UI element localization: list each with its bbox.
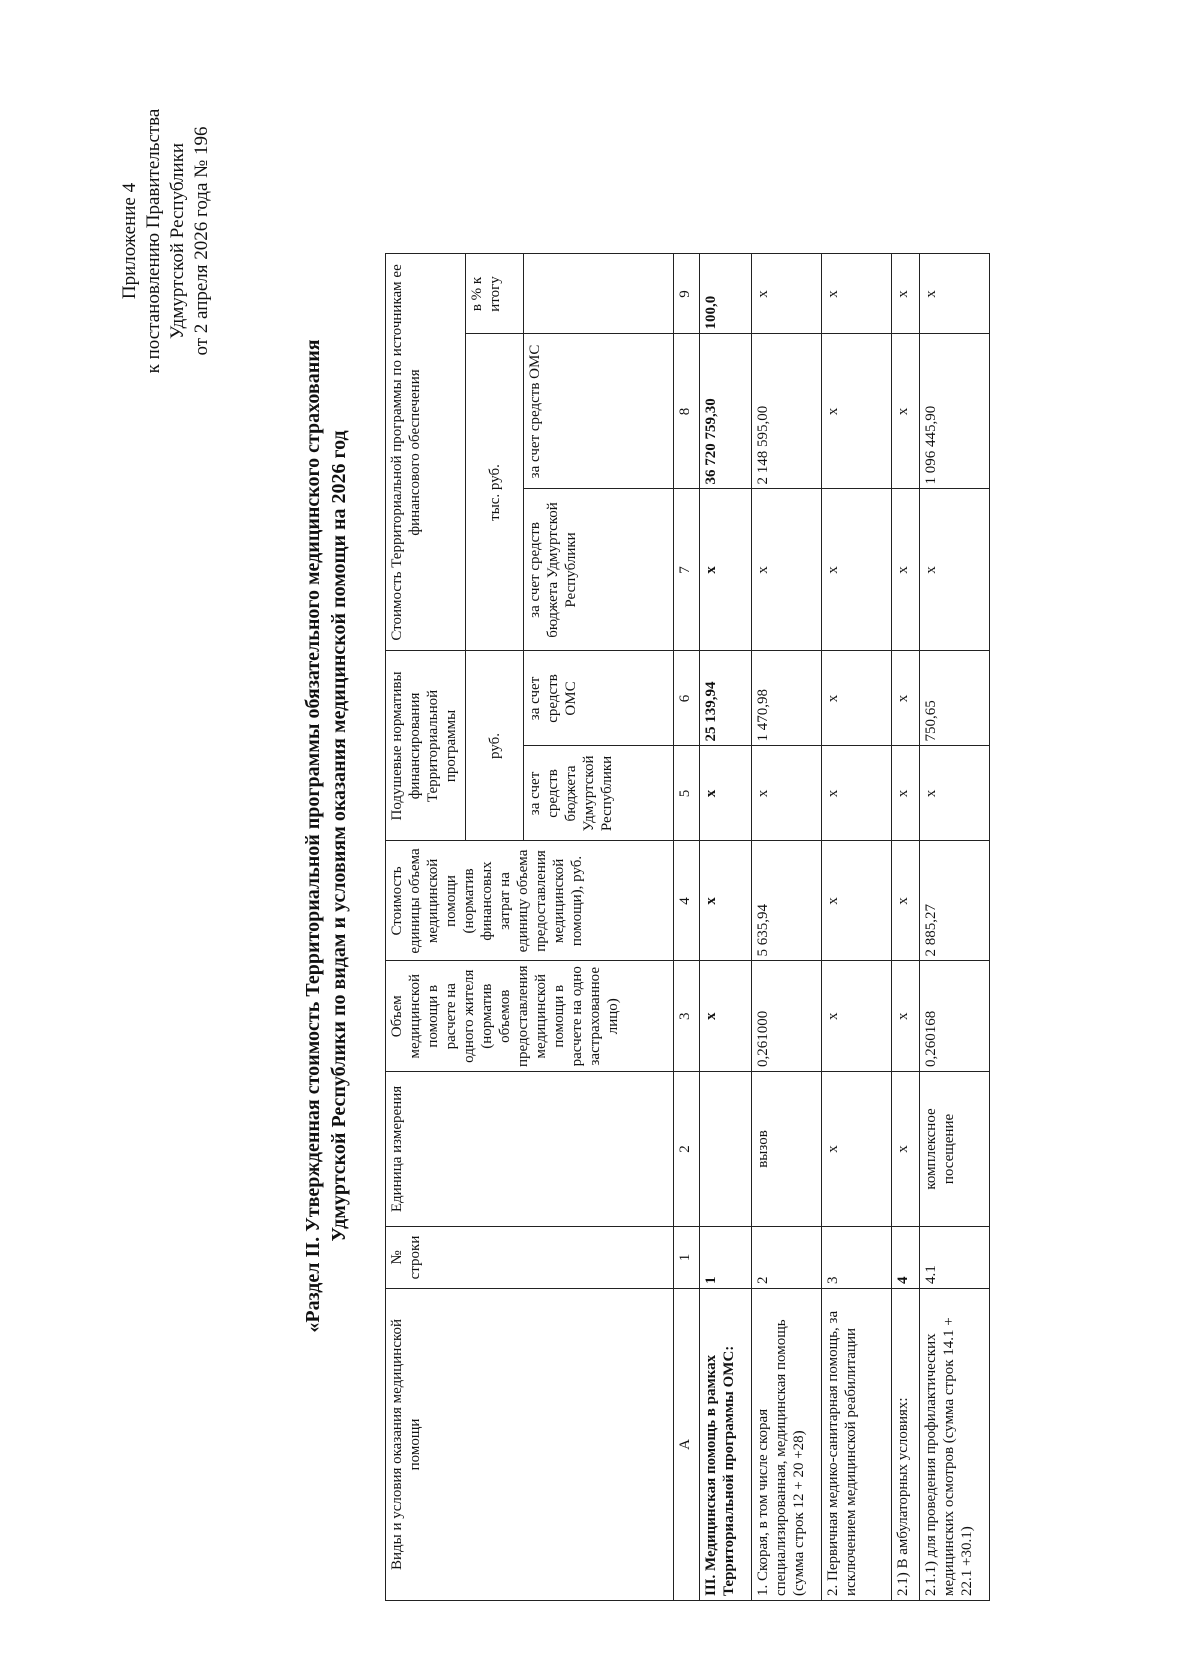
numbering-cell: 3 [674, 961, 700, 1072]
numbering-cell: 4 [674, 841, 700, 961]
numbering-cell: 1 [674, 1227, 700, 1289]
row-percent: х [752, 254, 822, 334]
numbering-cell: 5 [674, 746, 700, 841]
row-unit-cost: 5 635,94 [752, 841, 822, 961]
header-unit-thousand-rub: тыс. руб. [466, 334, 524, 651]
table-row [822, 254, 892, 1601]
row-label: 1. Скорая, в том числе скорая специализированная, медицинская помощь (сумма строк 12 + 20 +28) [752, 1289, 822, 1601]
header-row-number: № строки [386, 1227, 674, 1289]
numbering-cell: 6 [674, 651, 700, 746]
header-cost-oms: за счет средств ОМС [524, 334, 674, 489]
numbering-cell: А [674, 1289, 700, 1601]
row-cost-oms: 2 148 595,00 [752, 334, 822, 489]
table-row [752, 254, 822, 1601]
heading-line: Удмуртской Республики по видам и условиям оказания медицинской помощи на 2026 год [328, 430, 350, 1242]
appendix-block [118, 41, 214, 441]
row-volume: х [822, 961, 892, 1072]
header-unit-cost: Стоимость единицы объема медицинской помощи (норматив финансовых затрат на единицу объема предоставления медицинской помощи), руб. [386, 841, 674, 961]
section-heading [300, 71, 352, 1601]
header-cost-group: Стоимость Территориальной программы по источникам ее финансового обеспечения [386, 254, 466, 651]
row-number: 4.1 [920, 1227, 990, 1289]
table-row [920, 254, 990, 1601]
row-unit: х [892, 1072, 920, 1227]
row-cost-budget: х [752, 489, 822, 651]
numbering-cell: 8 [674, 334, 700, 489]
row-number: 4 [892, 1227, 920, 1289]
row-unit-cost: х [892, 841, 920, 961]
appendix-line: Удмуртской Республики [167, 142, 188, 340]
header-percent: в % к итогу [466, 254, 524, 334]
header-unit-rub: руб. [466, 651, 524, 841]
numbering-cell: 9 [674, 254, 700, 334]
row-percent: х [920, 254, 990, 334]
row-unit: вызов [752, 1072, 822, 1227]
row-unit-cost: х [700, 841, 752, 961]
row-label: 2. Первичная медико-санитарная помощь, за исключением медицинской реабилитации [822, 1289, 892, 1601]
header-volume: Объем медицинской помощи в расчете на одного жителя (норматив объемов предоставления медицинской помощи в расчете на одно застрахованное лицо) [386, 961, 674, 1072]
row-pc-oms: 1 470,98 [752, 651, 822, 746]
row-percent: х [822, 254, 892, 334]
row-cost-oms: х [892, 334, 920, 489]
row-number: 1 [700, 1227, 752, 1289]
header-cost-budget: за счет средств бюджета Удмуртской Республики [524, 489, 674, 651]
header-percent-blank [524, 254, 674, 334]
row-pc-budget: х [892, 746, 920, 841]
table-row [700, 254, 752, 1601]
row-volume: 0,260168 [920, 961, 990, 1072]
row-pc-oms: 750,65 [920, 651, 990, 746]
row-percent: х [892, 254, 920, 334]
row-number: 2 [752, 1227, 822, 1289]
row-unit: х [822, 1072, 892, 1227]
appendix-line: Приложение 4 [119, 182, 140, 300]
row-cost-budget: х [822, 489, 892, 651]
header-kinds: Виды и условия оказания медицинской помощи [386, 1289, 674, 1601]
row-volume: 0,261000 [752, 961, 822, 1072]
header-pc-budget: за счет средств бюджета Удмуртской Республики [524, 746, 674, 841]
cost-table [385, 253, 990, 1601]
numbering-cell: 2 [674, 1072, 700, 1227]
row-pc-budget: х [822, 746, 892, 841]
row-cost-oms: х [822, 334, 892, 489]
row-label: 2.1.1) для проведения профилактических медицинских осмотров (сумма строк 14.1 + 22.1 +30.1) [920, 1289, 990, 1601]
row-unit-cost: х [822, 841, 892, 961]
appendix-line: к постановлению Правительства [143, 108, 164, 374]
heading-line: «Раздел II. Утвержденная стоимость Территориальной программы обязательного медицинского страхования [302, 339, 324, 1333]
row-label: 2.1) В амбулаторных условиях: [892, 1289, 920, 1601]
row-unit-cost: 2 885,27 [920, 841, 990, 961]
row-pc-oms: 25 139,94 [700, 651, 752, 746]
row-pc-oms: х [822, 651, 892, 746]
row-percent: 100,0 [700, 254, 752, 334]
row-cost-budget: х [892, 489, 920, 651]
row-pc-budget: х [700, 746, 752, 841]
row-pc-oms: х [892, 651, 920, 746]
row-volume: х [892, 961, 920, 1072]
appendix-line: от 2 апреля 2026 года № 196 [191, 126, 212, 356]
row-cost-oms: 1 096 445,90 [920, 334, 990, 489]
row-unit [700, 1072, 752, 1227]
numbering-cell: 7 [674, 489, 700, 651]
header-per-capita-group: Подушевые нормативы финансирования Территориальной программы [386, 651, 466, 841]
numbering-row [674, 254, 700, 1601]
row-pc-budget: х [752, 746, 822, 841]
row-cost-budget: х [920, 489, 990, 651]
header-pc-oms: за счет средств ОМС [524, 651, 674, 746]
row-cost-oms: 36 720 759,30 [700, 334, 752, 489]
row-pc-budget: х [920, 746, 990, 841]
row-label: III. Медицинская помощь в рамках Территориальной программы ОМС: [700, 1289, 752, 1601]
row-cost-budget: х [700, 489, 752, 651]
row-unit: комплексное посещение [920, 1072, 990, 1227]
row-number: 3 [822, 1227, 892, 1289]
header-unit: Единица измерения [386, 1072, 674, 1227]
table-row [892, 254, 920, 1601]
row-volume: х [700, 961, 752, 1072]
